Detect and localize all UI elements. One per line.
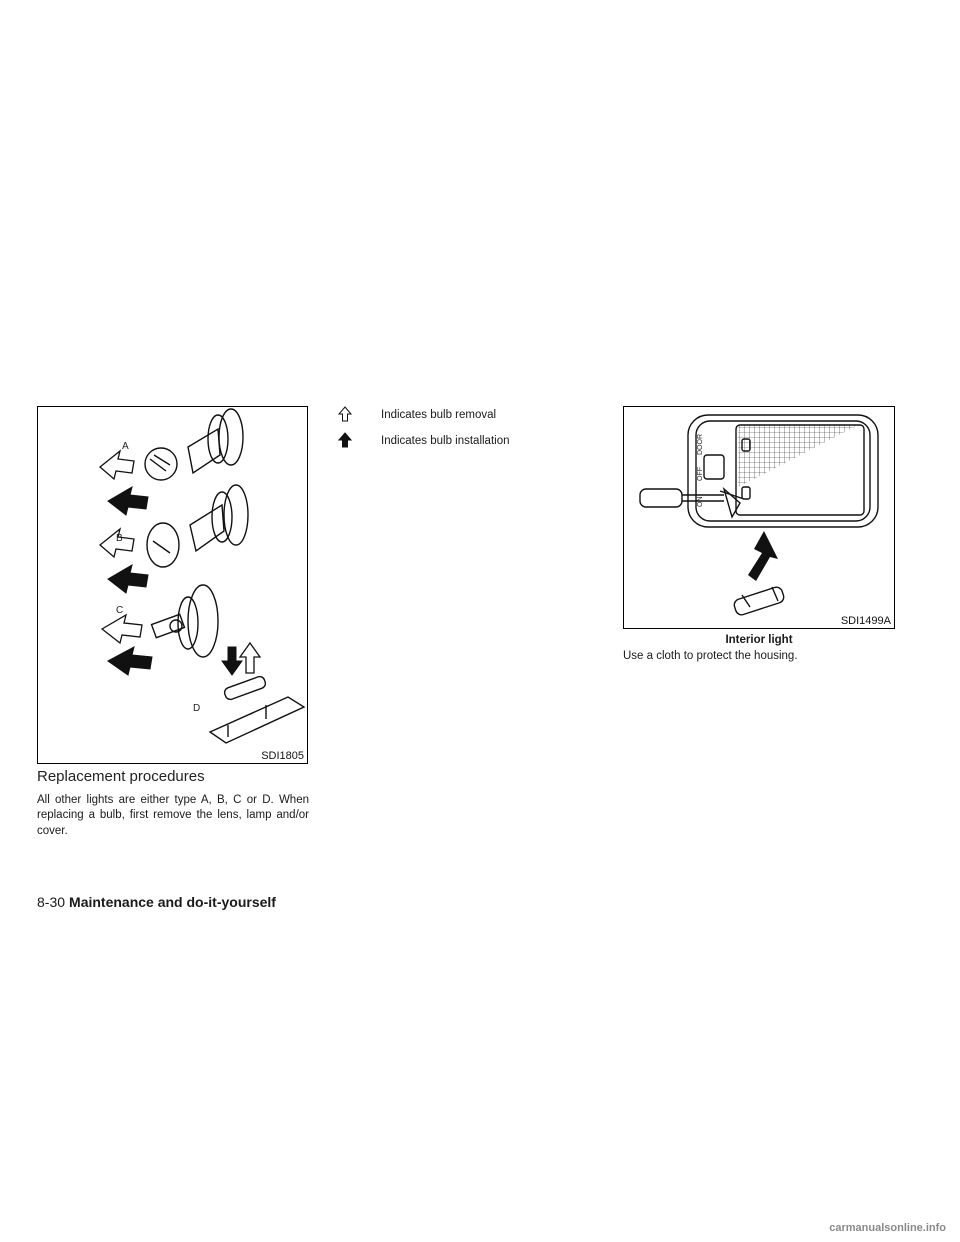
figure-code: SDI1805 bbox=[261, 750, 304, 762]
legend-removal-text: Indicates bulb removal bbox=[381, 409, 497, 421]
interior-light-figure bbox=[623, 406, 895, 629]
housing-paragraph: Use a cloth to protect the housing. bbox=[623, 650, 798, 662]
page-footer bbox=[37, 894, 276, 910]
figure-code: SDI1499A bbox=[840, 615, 891, 627]
filled-arrow-icon bbox=[338, 432, 352, 448]
section-heading: Replacement procedures bbox=[37, 768, 205, 785]
figure-caption: Interior light bbox=[725, 634, 793, 646]
section-title: Maintenance and do-it-yourself bbox=[69, 894, 276, 910]
switch-label-on: ON bbox=[697, 496, 704, 507]
bulb-letter-b: B bbox=[116, 533, 123, 544]
watermark: carmanualsonline.info bbox=[829, 1222, 946, 1234]
legend-installation-text: Indicates bulb installation bbox=[381, 435, 510, 447]
bulb-letter-d: D bbox=[193, 703, 201, 714]
switch-label-off: OFF bbox=[697, 467, 704, 481]
page-number: 8-30 bbox=[37, 894, 66, 910]
bulb-letter-a: A bbox=[122, 441, 129, 452]
bulb-letter-c: C bbox=[116, 605, 124, 616]
interior-light-illustration bbox=[624, 407, 896, 630]
bulb-types-illustration bbox=[38, 407, 309, 765]
replacement-paragraph: All other lights are either type A, B, C or D. When replacing a bulb, first remove the lens, lamp and/or cover. bbox=[37, 794, 309, 837]
outline-arrow-icon bbox=[338, 406, 352, 422]
switch-label-door: DOOR bbox=[697, 434, 704, 455]
bulb-types-figure bbox=[37, 406, 308, 764]
